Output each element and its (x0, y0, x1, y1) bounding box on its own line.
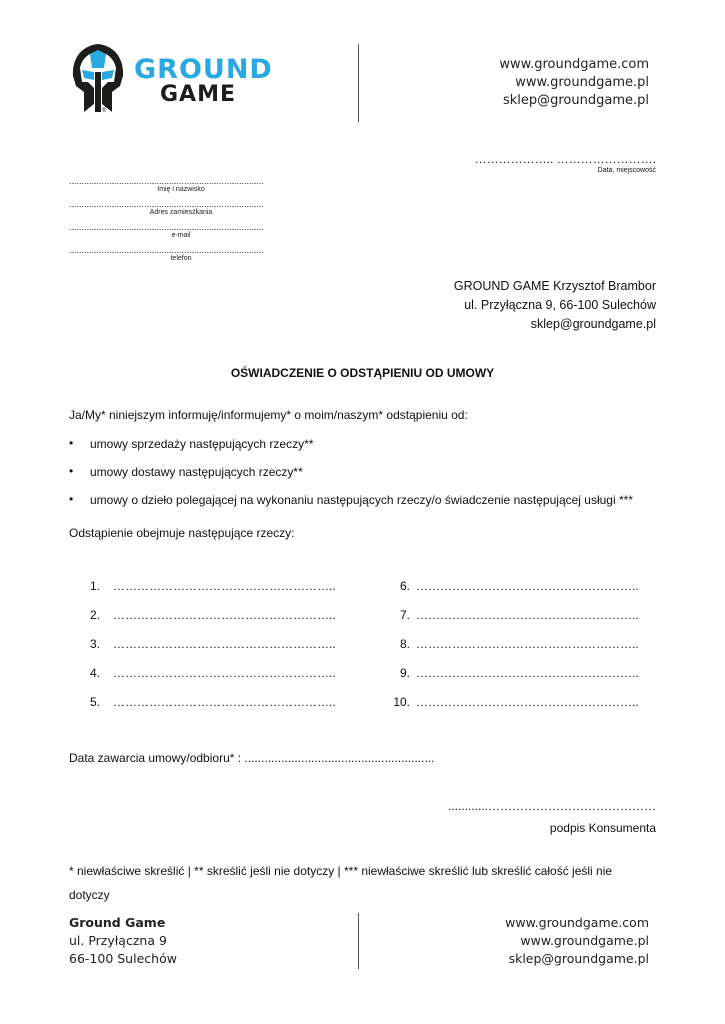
footer-address (69, 914, 177, 968)
shop-email-link[interactable]: sklep@groundgame.pl (502, 93, 649, 108)
item-number: 6. (399, 579, 410, 593)
footnote: * niewłaściwe skreślić | ** skreślić jeśli nie dotyczy | *** niewłaściwe skreślić lub skreślić całość jeśli nie dotyczy (69, 864, 613, 902)
helmet-logo-icon (68, 42, 128, 116)
items-intro: Odstąpienie obejmuje następujące rzeczy: (69, 526, 295, 540)
footer-company-name: Ground Game (69, 915, 166, 930)
bullet-icon: • (69, 464, 74, 478)
footer-website-pl-link[interactable]: www.groundgame.pl (520, 933, 649, 948)
signature-dots[interactable]: ............…………………………………… (447, 799, 656, 813)
item-number: 2. (89, 608, 100, 622)
address-field-dots: .............................................................................. (69, 199, 265, 209)
date-place-caption: Data, miejscowość (597, 167, 656, 174)
list-item[interactable] (382, 608, 672, 637)
item-dots: ……………………………………………….. (416, 695, 639, 709)
list-item[interactable] (72, 608, 362, 637)
list-item[interactable] (382, 579, 672, 608)
bullet-text: umowy sprzedaży następujących rzeczy** (90, 437, 314, 451)
logo-word-game: GAME (160, 82, 237, 107)
bullet-text: umowy o dzieło polegającej na wykonaniu następujących rzeczy/o świadczenie następującej usługi *** (90, 493, 633, 507)
footer-city: 66-100 Sulechów (69, 951, 177, 966)
bullet-icon: • (69, 492, 74, 506)
signature-block (416, 799, 656, 835)
website-pl-link[interactable]: www.groundgame.pl (515, 75, 649, 90)
item-dots: ……………………………………………….. (416, 579, 639, 593)
contract-date-field[interactable]: Data zawarcia umowy/odbioru* : ......................................................... (69, 751, 435, 765)
item-number: 7. (399, 608, 410, 622)
list-item (69, 493, 669, 521)
recipient-address (356, 277, 656, 334)
item-number: 10. (393, 695, 410, 709)
list-item (69, 465, 669, 493)
footer-street: ul. Przyłączna 9 (69, 933, 167, 948)
list-item[interactable] (72, 579, 362, 608)
recipient-company: GROUND GAME Krzysztof Brambor (453, 279, 656, 293)
recipient-email: sklep@groundgame.pl (530, 317, 656, 331)
address-field-label: Adres zamieszkania (149, 209, 213, 216)
name-field-label: Imię i nazwisko (157, 186, 205, 193)
registered-mark: ® (102, 108, 107, 114)
header-divider (358, 44, 359, 122)
bullet-text: umowy dostawy następujących rzeczy** (90, 465, 303, 479)
header-contact (429, 56, 649, 110)
item-dots: ……………………………………………….. (113, 608, 336, 622)
email-field-label: e-mail (171, 232, 191, 239)
item-dots: ……………………………………………….. (113, 695, 336, 709)
bullet-icon: • (69, 436, 74, 450)
phone-field-label: telefon (170, 255, 192, 262)
item-number: 9. (399, 666, 410, 680)
footer-contact (429, 914, 649, 968)
footer (0, 910, 725, 970)
footer-email-link[interactable]: sklep@groundgame.pl (508, 951, 649, 966)
header (0, 0, 725, 130)
items-right-column (382, 579, 672, 724)
item-number: 1. (89, 579, 100, 593)
logo-word-ground: GROUND (134, 54, 273, 85)
items-left-column (72, 579, 362, 724)
recipient-street: ul. Przyłączna 9, 66-100 Sulechów (464, 298, 656, 312)
phone-field-dots: .............................................................................. (69, 245, 265, 255)
item-number: 8. (399, 637, 410, 651)
item-number: 3. (89, 637, 100, 651)
date-place-field (426, 152, 656, 174)
website-com-link[interactable]: www.groundgame.com (499, 57, 649, 72)
bullet-list (69, 437, 669, 521)
email-field-dots: .............................................................................. (69, 222, 265, 232)
item-dots: ……………………………………………….. (416, 666, 639, 680)
document-title: OŚWIADCZENIE O ODSTĄPIENIU OD UMOWY (230, 366, 495, 380)
footer-divider (358, 913, 359, 969)
item-number: 5. (89, 695, 100, 709)
name-field[interactable] (69, 176, 293, 199)
list-item[interactable] (382, 695, 672, 724)
phone-field[interactable] (69, 245, 293, 268)
list-item (69, 437, 669, 465)
item-dots: ……………………………………………….. (113, 666, 336, 680)
list-item[interactable] (382, 666, 672, 695)
item-number: 4. (89, 666, 100, 680)
item-dots: ……………………………………………….. (416, 608, 639, 622)
footer-website-com-link[interactable]: www.groundgame.com (505, 915, 649, 930)
name-field-dots: .............................................................................. (69, 176, 265, 186)
item-dots: ……………………………………………….. (113, 637, 336, 651)
intro-text: Ja/My* niniejszym informuję/informujemy* o moim/naszym* odstąpieniu od: (69, 408, 468, 422)
list-item[interactable] (72, 637, 362, 666)
list-item[interactable] (382, 637, 672, 666)
item-dots: ……………………………………………….. (113, 579, 336, 593)
consumer-fields (69, 176, 293, 268)
email-field[interactable] (69, 222, 293, 245)
signature-label: podpis Konsumenta (549, 821, 656, 835)
address-field[interactable] (69, 199, 293, 222)
list-item[interactable] (72, 695, 362, 724)
date-place-dots: ……………….. ……………………. (474, 152, 656, 166)
list-item[interactable] (72, 666, 362, 695)
item-dots: ……………………………………………….. (416, 637, 639, 651)
